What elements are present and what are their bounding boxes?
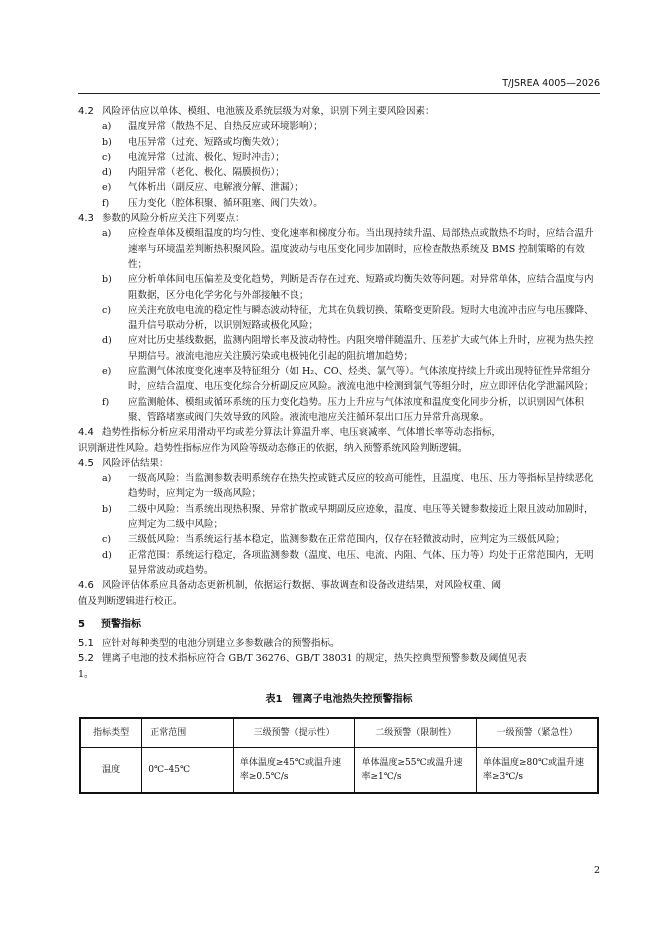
list-item [78,165,600,180]
clause-number: 4.4 [78,427,94,439]
list-item [78,196,600,211]
list-item [78,303,600,334]
list-item-text: 应监测气体浓度变化速率及特征组分（如 H₂、CO、烃类、氯气等）。气体浓度持续上升或出现特征性异常组分时，应结合温度、电压变化综合分析副反应风险。液流电池中检测到氯气等组分时，应立即评估化学泄漏风险； [128,366,594,393]
list-item-text: 电压异常（过充、短路或均衡失效）； [128,136,285,148]
header-normal-range: 正常范围 [142,718,234,748]
section-5-heading [78,617,600,632]
clause-5-2 [78,651,600,666]
clause-number: 4.2 [78,106,94,117]
list-item [78,548,600,579]
header-level2-warning: 二级预警（限制性） [355,718,477,748]
clause-text: 趋势性指标分析应采用滑动平均或差分算法计算温升率、电压衰减率、气体增长率等动态指标， [102,427,502,439]
header-level1-warning: 一级预警（紧急性） [476,718,598,748]
list-item-label: d) [102,167,112,179]
list-item-text: 应分析单体间电压偏差及变化趋势，判断是否存在过充、短路或均衡失效等问题。对异常单体，应结合温度与内阻数据，区分电化学劣化与外部接触不良； [128,274,594,301]
clause-text: 风险评估应以单体、模组、电池簇及系统层级为对象，识别下列主要风险因素： [102,106,435,117]
list-item-text: 应检查单体及模组温度的均匀性、变化速率和梯度分布。当出现持续升温、局部热点或散热不均时，应结合温升速率与环境温差判断热积聚风险。温度波动与电压变化同步加剧时，应检查散热系统及 BMS 控制策略的有效性； [128,228,594,270]
clause-4-3 [78,211,600,226]
cell-level1: 单体温度≥80℃或温升速率≥3℃/s [476,748,598,794]
table-row [80,748,598,794]
clause-number: 5.1 [78,638,94,650]
list-item-label: f) [102,396,110,408]
list-item-text: 内阻异常（老化、极化、隔膜损伤）； [128,167,285,179]
list-item-text: 应对比历史基线数据，监测内阻增长率及波动特性。内阻突增伴随温升、压差扩大或气体上升时，应视为热失控早期信号。液流电池应关注膜污染或电极钝化引起的阻抗增加趋势； [128,335,594,362]
list-item-label: b) [102,274,112,286]
warning-indicator-table [79,717,599,794]
clause-text: 风险评估结果： [102,457,169,469]
clause-5-2-continuation: 1。 [78,668,94,680]
list-item [78,395,600,426]
clause-text: 锂离子电池的技术指标应符合 GB/T 36276、GB/T 38031 的规定，热失控典型预警参数及阈值见表 [102,653,527,665]
document-header-id: T/JSREA 4005—2026 [502,78,600,89]
list-item-text: 压力变化（腔体积聚、循环阻塞、阀门失效）。 [128,197,323,209]
clause-4-6-continuation: 值及判断逻辑进行校正。 [78,595,183,607]
cell-indicator-type: 温度 [80,748,142,794]
list-item [78,471,600,502]
list-item [78,532,600,547]
list-item [78,333,600,364]
page-number: 2 [593,865,600,876]
list-item-label: e) [102,182,112,194]
list-item-label: e) [102,366,112,378]
header-indicator-type: 指标类型 [80,718,142,748]
cell-normal-range: 0℃–45℃ [142,748,234,794]
list-item-text: 应关注充放电电流的稳定性与瞬态波动特征，尤其在负载切换、策略变更阶段。短时大电流冲击应与电压骤降、温升信号联动分析，以识别短路或极化风险； [128,304,594,332]
header-rule [78,93,600,94]
list-item-text: 三级低风险：当系统运行基本稳定，监测参数在正常范围内，仅存在轻微波动时，应判定为三级低风险； [128,534,566,546]
section-title: 预警指标 [100,618,141,630]
clauses-group-b [78,456,600,578]
list-item [78,135,600,150]
cell-level2: 单体温度≥55℃或温升速率≥1℃/s [355,748,477,794]
list-item-label: c) [102,534,112,546]
clause-4-5 [78,456,600,471]
list-item [78,180,600,195]
list-item-label: a) [102,121,112,133]
document-body [78,104,600,794]
clause-text: 风险评估体系应具备动态更新机制，依据运行数据、事故调查和设备改进结果，对风险权重、阈 [102,580,502,592]
list-item-label: f) [102,197,110,209]
list-item [78,150,600,165]
table-caption: 表1 锂离子电池热失控预警指标 [265,693,413,705]
section-number: 5 [78,618,85,630]
header-level3-warning: 三级预警（提示性） [233,718,355,748]
clause-number: 5.2 [78,653,94,665]
clause-5-1 [78,636,600,651]
cell-level3: 单体温度≥45℃或温升速率≥0.5℃/s [233,748,355,794]
clause-text: 参数的风险分析应关注下列要点： [102,213,245,225]
clause-text: 应针对每种类型的电池分别建立多参数融合的预警指标。 [102,638,340,650]
list-item-text: 温度异常（散热不足、自热反应或环境影响）； [128,121,323,133]
list-item-label: d) [102,549,112,561]
list-item-label: b) [102,503,112,515]
clause-4-4 [78,425,600,440]
list-item-label: d) [102,335,112,347]
list-item [78,364,600,395]
list-item-text: 二级中风险：当系统出现热积聚、异常扩散或早期副反应迹象，温度、电压等关键参数接近上限且波动加剧时，应判定为二级中风险； [128,503,594,531]
clauses-group-a [78,104,600,425]
table-header-row [80,718,598,748]
list-item [78,119,600,134]
clause-number: 4.3 [78,213,94,225]
clause-4-6 [78,578,600,593]
list-item-label: c) [102,151,112,163]
list-item-label: a) [102,228,112,240]
clause-number: 4.6 [78,580,94,592]
list-item-label: b) [102,136,112,148]
list-item-text: 电流异常（过流、极化、短时冲击）； [128,151,285,163]
list-item-label: c) [102,304,112,316]
list-item-text: 气体析出（副反应、电解液分解、泄漏）； [128,182,304,194]
list-item [78,272,600,303]
clause-number: 4.5 [78,457,94,469]
list-item-text: 正常范围：系统运行稳定，各项监测参数（温度、电压、电流、内阻、气体、压力等）均处于正常范围内，无明显异常波动或趋势。 [128,549,594,576]
list-item [78,502,600,533]
clause-4-2 [78,104,600,119]
list-item [78,226,600,272]
list-item-label: a) [102,473,112,485]
list-item-text: 一级高风险：当监测参数表明系统存在热失控或链式反应的较高可能性，且温度、电压、压力等指标呈持续恶化趋势时，应判定为一级高风险； [128,473,594,500]
clause-4-4-continuation: 识别渐进性风险。趋势性指标应作为风险等级动态修正的依据，纳入预警系统风险判断逻辑。 [78,442,468,454]
list-item-text: 应监测舱体、模组或循环系统的压力变化趋势。压力上升应与气体浓度和温度变化同步分析，以识别因气体积聚、管路堵塞或阀门失效导致的风险。液流电池应关注循环泵出口压力异常升高现象。 [128,396,585,423]
